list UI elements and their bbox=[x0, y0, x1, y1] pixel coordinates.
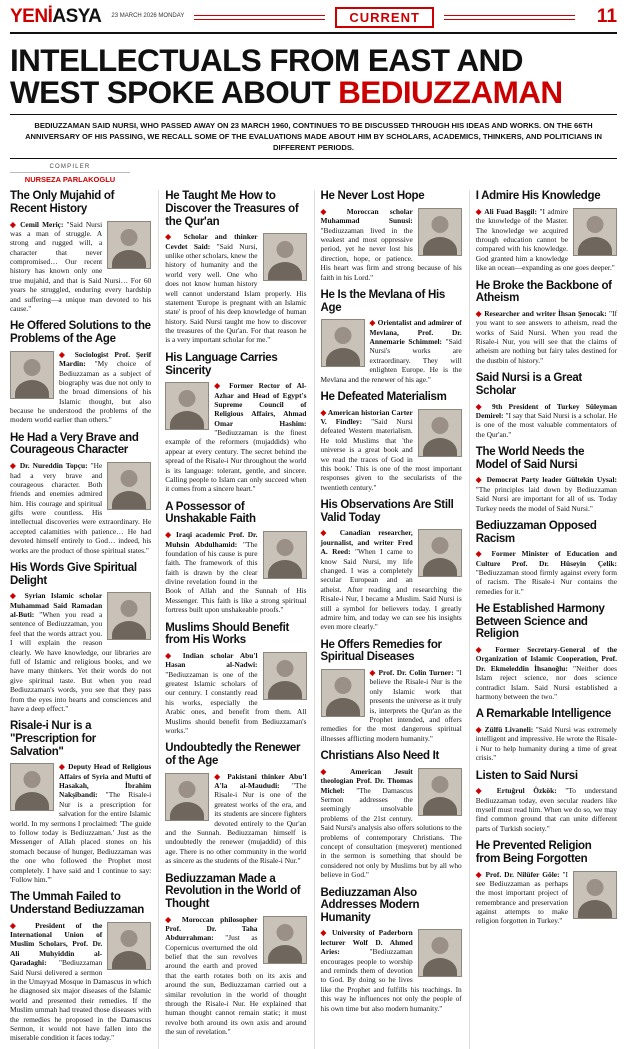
quote-text: ◆ Iraqi academic Prof. Dr. Muhsin Abdulhamid: "The foundation of his cause is pure faith. The framework of this faith is drawn by the clear divine revelation found in the Book of Allah and the Sunnah of His Messenger. This faith is like a strong spiritual fortress built upon unshakeable proofs." bbox=[165, 530, 307, 615]
headline-line-2 bbox=[10, 74, 617, 111]
portrait-taha-abdurrahman bbox=[263, 916, 307, 964]
portrait-abul-ala-maududi bbox=[165, 773, 209, 821]
quote-block bbox=[476, 549, 617, 596]
quote-block bbox=[321, 408, 462, 493]
section-heading: Bediuzzaman Also Addresses Modern Humanity bbox=[320, 886, 420, 924]
quote-text: ◆ American historian Carter V. Findley: "Said Nursi defeated Western materialism. He told Muslims that 'the universe is a great book and we read the traces of God in this book.' This is one of the most important responses given to the secularists of the twentieth century." bbox=[320, 407, 462, 492]
quote-block bbox=[165, 232, 306, 345]
headline-line-2-text: WEST SPOKE ABOUT bbox=[10, 74, 339, 111]
quote-text: ◆ 9th President of Turkey Süleyman Demirel: "I say that Said Nursi is a scholar. He is one of the most valuable commentators of the Qur'an." bbox=[475, 401, 617, 439]
portrait-colin-turner bbox=[321, 669, 365, 717]
quote-block bbox=[10, 220, 151, 314]
quote-text: ◆ Zülfü Livaneli: "Said Nursi was extremely intelligent and impressive. He wrote the Risale-i Nur to help humanity during a time of great crisis." bbox=[475, 725, 617, 763]
quote-block bbox=[165, 381, 306, 494]
quote-text: ◆ Democrat Party leader Gültekin Uysal: "The principles laid down by Bediuzzaman Said Nursi are important for all of us. Today Turkey needs the model of Said Nursi." bbox=[475, 475, 617, 513]
section-heading: His Words Give Spiritual Delight bbox=[10, 562, 137, 587]
section-heading: He Defeated Materialism bbox=[320, 391, 447, 404]
section-heading: He Offered Solutions to the Problems of the Age bbox=[10, 320, 151, 346]
quote-text: ◆ Moroccan philosopher Prof. Dr. Taha Abdurrahman: "Just as Copernicus overturned the old belief that the sun revolves around the earth and proved that the earth rotates both on its axis and around the sun, Bediuzzaman carried out a similar revolution in the world of thought through the Risale-i Nur. He explained that human thought cannot remain static; it must revolve both around its own axis and around the sun of revelation." bbox=[165, 914, 307, 1037]
portrait-muhsin-abdulhamid bbox=[263, 531, 307, 579]
quote-block bbox=[165, 915, 306, 1037]
portrait-cevdet-said bbox=[263, 233, 307, 281]
section-heading: The World Needs the Model of Said Nursi bbox=[475, 446, 585, 471]
masthead-rule-right bbox=[444, 15, 575, 20]
article-column bbox=[158, 190, 306, 1049]
article-column bbox=[469, 190, 617, 1049]
section-heading: Said Nursi is a Great Scholar bbox=[475, 372, 582, 397]
quote-text: ◆ Former Secretary-General of the Organization of Islamic Cooperation, Prof. Dr. Ekmeleddin İhsanoğlu: "Neither does Islam reject science, nor does science contradict Islam. Said Nursi established a harmony between the two." bbox=[475, 645, 617, 702]
page-number: 11 bbox=[596, 6, 618, 27]
quote-block bbox=[10, 591, 151, 713]
quote-block bbox=[476, 786, 617, 833]
quote-text: ◆ Cemil Meriç: "Said Nursi was a man of struggle. A strong and rugged will, a character that never compromised… Our recent history has known only one true mujahid, and that is Said Nursi… For 60 years he struggled, enduring every hardship and suffering—a unique man devoted to his cause." bbox=[10, 219, 152, 314]
quote-text: ◆ Ali Fuad Başgil: "I admire the knowledge of the Master. The knowledge we acquired through education cannot be compared with his knowledge. God granted him a knowledge like an ocean—expanding as one goes deeper." bbox=[475, 206, 615, 273]
quote-text: ◆ Researcher and writer İhsan Şenocak: "If you want to see answers to atheism, read the works of Said Nursi. When you read the Risale-i Nur, you will see that the claims of atheism are nothing but fairy tales destined for the dustbin of history." bbox=[475, 308, 617, 365]
quote-block bbox=[476, 207, 617, 273]
quote-text: ◆ President of the International Union of Muslim Scholars, Prof. Dr. Ali Muhyiddin al-Qaradaghi: "Bediuzzaman Said Nursi delivered a sermon in the Umayyad Mosque in Damascus in which he diagnosed six major diseases of the Islamic world and presented their remedies. If the Muslim ummah had treated those diseases with the remedies he proposed in the Damascus Sermon, it would not have fallen into the miserable condition it faces today." bbox=[10, 920, 152, 1043]
byline-caption: COMPILER bbox=[10, 164, 130, 173]
section-heading: Risale-i Nur is a "Prescription for Salvation" bbox=[10, 720, 96, 758]
quote-block bbox=[10, 461, 151, 555]
portrait-muhammad-sunusi bbox=[418, 208, 462, 256]
section-label: CURRENT bbox=[335, 7, 434, 28]
logo-asya: ASYA bbox=[52, 6, 102, 27]
quote-block bbox=[10, 921, 151, 1043]
section-heading: He Is the Mevlana of His Age bbox=[320, 289, 445, 314]
section-heading: He Prevented Religion from Being Forgotten bbox=[475, 840, 592, 865]
portrait-muhammad-said-ramadan bbox=[107, 592, 151, 640]
quote-block bbox=[10, 350, 151, 425]
portrait-carter-findley bbox=[418, 409, 462, 457]
section-heading: He Never Lost Hope bbox=[320, 190, 425, 203]
quote-block bbox=[476, 309, 617, 365]
portrait-nureddin-topcu bbox=[107, 462, 151, 510]
masthead-date: 23 MARCH 2026 MONDAY bbox=[111, 13, 185, 20]
portrait-thomas-michel bbox=[418, 768, 462, 816]
quote-text: ◆ Indian scholar Abu'l Hasan al-Nadwi: "Bediuzzaman is one of the greatest Islamic scholars of our century. I constantly read his works, especially the Arabic ones, and benefit from them. All Muslims should benefit from Bediuzzaman's works." bbox=[165, 650, 307, 736]
section-heading: Listen to Said Nursi bbox=[475, 769, 578, 782]
portrait-cemil-meric bbox=[107, 221, 151, 269]
quote-text: ◆ Pakistani thinker Abu'l A'la al-Maududi: "The Risale-i Nur is one of the greatest works of the era, and its students are sincere fighters devoted entirely to the Qur'an and the Sunnah. Bediuzzaman himself is undoubtedly the renewer (mujaddid) of this age. There is no other community in the world as sincere as the students of the Risale-i Nur." bbox=[165, 771, 307, 866]
section-heading: He Taught Me How to Discover the Treasures of the Qur'an bbox=[165, 190, 299, 228]
quote-text: ◆ Former Rector of Al-Azhar and Head of Egypt's Supreme Council of Religious Affairs, Ahmad Omar Hashim: "Bediuzzaman is the finest example of the reformers (mujaddids) who appear at every century. The secret behind the spread of the Risale-i Nur throughout the world is its language: tolerant, gentle, and sincere. Calling people to Islam can only succeed when it comes from a sincere heart." bbox=[165, 381, 307, 494]
section-heading: He Broke the Backbone of Atheism bbox=[475, 279, 612, 305]
section-heading: Undoubtedly the Renewer of the Age bbox=[165, 742, 301, 768]
section-heading: The Ummah Failed to Understand Bediuzzaman bbox=[10, 891, 144, 917]
quote-text: ◆ Moroccan scholar Muhammad Sunusi: "Bediuzzaman lived in the weakest and most oppressive period, yet he never lost his direction, hope, or patience. His heart was firm and strong because of his faith in his Lord." bbox=[320, 206, 462, 282]
section-heading: The Only Mujahid of Recent History bbox=[10, 190, 115, 215]
newspaper-logo bbox=[10, 6, 101, 28]
quote-block bbox=[321, 928, 462, 1013]
quote-block bbox=[476, 645, 617, 701]
quote-block bbox=[476, 475, 617, 513]
quote-block bbox=[165, 772, 306, 866]
article-column bbox=[10, 190, 151, 1049]
section-heading: His Observations Are Still Valid Today bbox=[320, 499, 454, 524]
quote-block bbox=[476, 725, 617, 763]
quote-block bbox=[321, 318, 462, 384]
quote-text: ◆ Scholar and thinker Cevdet Said: "Said Nursi, unlike other scholars, knew the history of humanity and the world very well. One who does not know human history well cannot understand Islam properly. His statement 'Europe is pregnant with an Islamic state' is proof of his deep knowledge of human history. Said Nursi taught me how to discover the treasures of the Qur'an. For that reason he is a very important scholar for me." bbox=[165, 232, 307, 345]
section-heading: I Admire His Knowledge bbox=[475, 190, 601, 203]
section-heading: A Remarkable Intelligence bbox=[475, 708, 611, 721]
section-heading: Christians Also Need It bbox=[320, 750, 440, 763]
quote-block bbox=[476, 870, 617, 926]
section-heading: He Offers Remedies for Spiritual Diseases bbox=[320, 638, 442, 664]
quote-text: ◆ Dr. Nureddin Topçu: "He had a very brave and courageous character. Both friends and enemies admired him. His courage and spiritual gifts were countless. His intellectual discoveries were extraordinary. He accepted calamities with patience… He had devoted himself entirely to God… indeed, his works are the product of those spiritual states." bbox=[10, 461, 152, 555]
section-heading: He Had a Very Brave and Courageous Character bbox=[10, 431, 139, 457]
quote-block bbox=[10, 762, 151, 884]
headline-highlight: BEDIUZZAMAN bbox=[338, 74, 563, 111]
quote-text: ◆ Deputy Head of Religious Affairs of Syria and Mufti of Hasakah, İbrahim Nakşibandi: "The Risale-i Nur is a prescription for salvation for the entire Islamic world. In my sermons I proclaimed: 'The guide to follow today is Bediuzzaman.' Just as the Messenger of Allah placed stones on his stomach because of hunger, Bediuzzaman was the one who followed the Prophet most completely. I have said and I continue to say: 'Follow him.'" bbox=[10, 762, 152, 884]
byline bbox=[10, 164, 130, 184]
quote-text: ◆ University of Paderborn lecturer Wolf D. Ahmed Aries: "Bediuzzaman encourages people to worship and reminds them of devotion to God. By doing so he lives like the Prophet and fulfills his teachings. In this way he influences not only the people of his own time but also modern humanity." bbox=[320, 928, 462, 1013]
quote-text: ◆ Canadian researcher, journalist, and writer Fred A. Reed: "When I came to know Said Nursi, my life changed. I was a completely secular European and an atheist. After reading and researching the Risale-i Nur, I became a Muslim. Said Nursi is still a symbol for believers today. I greatly admire him, and today we can see his insights even more clearly." bbox=[320, 528, 462, 632]
quote-block bbox=[321, 528, 462, 631]
quote-text: ◆ Prof. Dr. Nilüfer Göle: "I see Bediuzzaman as perhaps the most important project of remembrance and preservation against attempts to make religion forgotten in Turkey." bbox=[475, 869, 568, 926]
article-columns bbox=[10, 190, 617, 1049]
portrait-nilufer-gole bbox=[573, 871, 617, 919]
quote-block bbox=[321, 207, 462, 282]
portrait-annemarie-schimmel bbox=[321, 319, 365, 367]
quote-text: ◆ Syrian Islamic scholar Muhammad Said Ramadan al-Buti: "When you read a sentence of Bediuzzaman, you feel that the words attract you. I will explain the reason clearly. We have knowledge, our libraries are full of Islamic and religious books, and we have many thinkers. Yet their words do not give spiritual taste. But when you read Bediuzzaman's words, you see that they pass from the eyes into hearts and consciences and have a deep effect." bbox=[10, 591, 152, 713]
page-title bbox=[10, 42, 617, 111]
logo-yeni: YENİ bbox=[10, 6, 53, 27]
section-heading: Muslims Should Benefit from His Works bbox=[165, 621, 289, 647]
portrait-ali-fuad-basgil bbox=[573, 208, 617, 256]
quote-block bbox=[476, 402, 617, 440]
masthead bbox=[10, 6, 617, 34]
byline-name: NURSEZA PARLAKOGLU bbox=[24, 175, 116, 185]
quote-text: ◆ Ertuğrul Özkök: "To understand Bediuzzaman today, even secular readers like myself must read him. When we do so, we may find common ground that can unite different parts of Turkish society." bbox=[475, 786, 617, 833]
quote-text: ◆ American Jesuit theologian Prof. Dr. Thomas Michel: "The Damascus Sermon addresses the seemingly unsolvable problems of the 21st century. Said Nursi's analysis also offers solutions to the problems of contemporary Christians. The concept of consultation (meşveret) mentioned in the sermon is something that should be considered not only by Muslims but by all who believe in God." bbox=[320, 766, 462, 880]
portrait-ibrahim-nagshbandi bbox=[10, 763, 54, 811]
quote-block bbox=[321, 767, 462, 880]
quote-text: ◆ Sociologist Prof. Şerif Mardin: "My choice of Bediuzzaman as a subject of biography was due not only to the broad dimensions of his Islamic thought, but also because he understood the problems of the modern world earlier than others." bbox=[10, 349, 152, 425]
quote-text: ◆ Former Minister of Education and Culture Prof. Dr. Hüseyin Çelik: "Bediuzzaman stood firmly against every form of racism. The Risale-i Nur contains the remedies for it." bbox=[475, 549, 617, 596]
quote-text: ◆ Orientalist and admirer of Mevlana, Prof. Dr. Annemarie Schimmel: "Said Nursi's works are extraordinary. They will enlighten Europe. He is the Mevlana and the renewer of his age." bbox=[320, 318, 462, 384]
portrait-serif-mardin bbox=[10, 351, 54, 399]
section-heading: Bediuzzaman Opposed Racism bbox=[475, 519, 597, 545]
masthead-rule bbox=[194, 15, 325, 20]
section-heading: A Possessor of Unshakable Faith bbox=[165, 500, 256, 526]
portrait-fred-reed bbox=[418, 529, 462, 577]
portrait-ahmed-aries bbox=[418, 929, 462, 977]
quote-block bbox=[321, 668, 462, 743]
portrait-ahmad-omar-hashim bbox=[165, 382, 209, 430]
portrait-abul-hasan-nadwi bbox=[263, 652, 307, 700]
section-heading: His Language Carries Sincerity bbox=[165, 351, 278, 377]
quote-block bbox=[165, 651, 306, 736]
article-column bbox=[314, 190, 462, 1049]
section-heading: Bediuzzaman Made a Revolution in the World of Thought bbox=[165, 872, 301, 910]
portrait-muhyiddin-qaradaghi bbox=[107, 922, 151, 970]
headline-line-1: INTELLECTUALS FROM EAST AND bbox=[10, 42, 523, 78]
article-deck: BEDIUZZAMAN SAID NURSI, WHO PASSED AWAY ON 23 MARCH 1960, CONTINUES TO BE DISCUSSED THROUGH HIS IDEAS AND WORKS. ON THE 66TH ANNIVERSARY OF HIS PASSING, WE RECALL SOME OF THE EVALUATIONS MADE ABOUT HIM BY SCHOLARS, ACADEMICS, THINKERS, AND POLITICIANS IN DIFFERENT PERIODS. bbox=[10, 114, 617, 159]
section-heading: He Established Harmony Between Science and Religion bbox=[475, 603, 605, 641]
quote-text: ◆ Prof. Dr. Colin Turner: "I believe the Risale-i Nur is the only Islamic work that presents the universe as it truly is, interprets the Qur'an as the Prophet intended, and offers remedies for the most dangerous spiritual illnesses afflicting modern humanity." bbox=[320, 668, 462, 743]
quote-block bbox=[165, 530, 306, 615]
